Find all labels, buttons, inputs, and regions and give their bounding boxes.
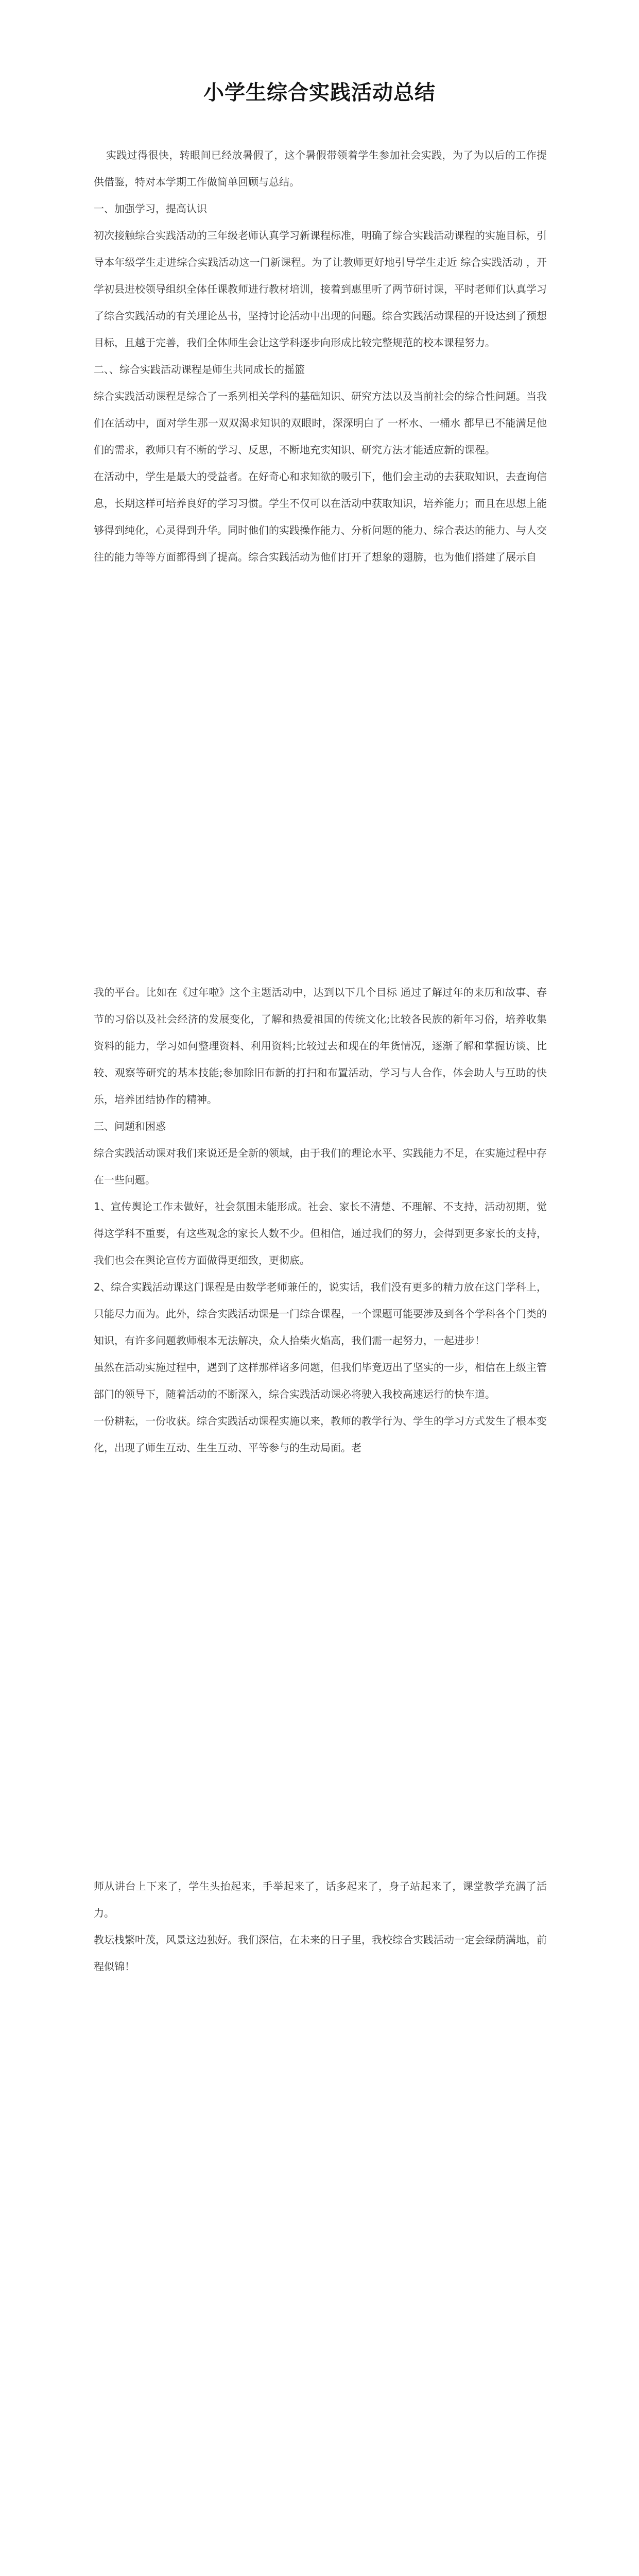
paragraph: 在活动中，学生是最大的受益者。在好奇心和求知欲的吸引下，他们会主动的去获取知识，去查询信息，长期这样可培养良好的学习习惯。学生不仅可以在活动中获取知识，培养能力；而且在思想上能够得到纯化，心灵得到升华。同时他们的实践操作能力、分析问题的能力、综合表达的能力、与人交往的能力等等方面都得到了提高。综合实践活动为他们打开了想象的翅膀，也为他们搭建了展示自 xyxy=(94,470,547,563)
paragraph: 综合实践活动课程是综合了一系列相关学科的基础知识、研究方法以及当前社会的综合性问题。当我们在活动中，面对学生那一双双渴求知识的双眼时，深深明白了 一杯水、一桶水 都早已不能满足他们的需求，教师只有不断的学习、反思，不断地充实知识、研究方法才能适应新的课程。 xyxy=(94,390,547,456)
paragraph: 初次接触综合实践活动的三年级老师认真学习新课程标准，明确了综合实践活动课程的实施目标，引导本年级学生走进综合实践活动这一门新课程。为了让教师更好地引导学生走近 综合实践活动 ，开学初县进校领导组织全体任课教师进行教材培训，接着到惠里听了两节研讨课，平时老师们认真学习了综合实践活动的有关理论丛书，坚持讨论活动中出现的问题。综合实践活动课程的开设达到了预想目标，且越于完善，我们全体师生会让这学科逐步向形成比较完整规范的校本课程努力。 xyxy=(94,229,547,349)
paragraph: 实践过得很快，转眼间已经放暑假了，这个暑假带领着学生参加社会实践，为了为以后的工作提供借鉴，特对本学期工作做简单回顾与总结。 xyxy=(94,149,547,188)
paragraph: 师从讲台上下来了，学生头抬起来，手举起来了，话多起来了，身子站起来了，课堂教学充满了活力。 xyxy=(94,1880,547,1919)
paragraph: 综合实践活动课对我们来说还是全新的领域，由于我们的理论水平、实践能力不足，在实施过程中存在一些问题。 xyxy=(94,1147,547,1186)
paragraph: 教坛栈繁叶茂，风景这边独好。我们深信，在未来的日子里，我校综合实践活动一定会绿荫满地，前程似锦！ xyxy=(94,1934,547,1973)
text-block-page-3 xyxy=(94,1873,547,1980)
section-heading: 一、加强学习，提高认识 xyxy=(94,202,207,215)
document-title: 小学生综合实践活动总结 xyxy=(203,80,436,105)
paragraph: 我的平台。比如在《过年啦》这个主题活动中，达到以下几个目标 通过了解过年的来历和故事、春节的习俗以及社会经济的发展变化，了解和热爱祖国的传统文化;比较各民族的新年习俗，培养收集资料的能力，学习如何整理资料、利用资料;比较过去和现在的年货情况，逐渐了解和掌握访谈、比较、观察等研究的基本技能;参加除旧布新的打扫和布置活动，学习与人合作，体会助人与互助的快乐，培养团结协作的精神。 xyxy=(94,986,547,1106)
paragraph: 1、宣传舆论工作未做好，社会氛围未能形成。社会、家长不清楚、不理解、不支持，活动初期，觉得这学科不重要，有这些观念的家长人数不少。但相信，通过我们的努力，会得到更多家长的支持，我们也会在舆论宣传方面做得更细致，更彻底。 xyxy=(94,1200,547,1266)
text-block-page-2 xyxy=(94,979,547,1461)
paragraph: 2、综合实践活动课这门课程是由数学老师兼任的，说实话，我们没有更多的精力放在这门学科上，只能尽力而为。此外，综合实践活动课是一门综合课程，一个课题可能要涉及到各个学科各个门类的知识，有许多问题教师根本无法解决，众人拾柴火焰高，我们需一起努力，一起进步！ xyxy=(94,1281,547,1347)
paragraph: 一份耕耘，一份收获。综合实践活动课程实施以来，教师的教学行为、学生的学习方式发生了根本变化，出现了师生互动、生生互动、平等参与的生动局面。老 xyxy=(94,1415,547,1454)
section-heading: 二、、综合实践活动课程是师生共同成长的摇篮 xyxy=(94,363,305,376)
section-heading: 三、问题和困惑 xyxy=(94,1120,166,1132)
paragraph: 虽然在活动实施过程中，遇到了这样那样诸多问题，但我们毕竟迈出了坚实的一步，相信在上级主管部门的领导下，随着活动的不断深入，综合实践活动课必将驶入我校高速运行的快车道。 xyxy=(94,1361,547,1400)
text-block-page-1 xyxy=(94,142,547,570)
